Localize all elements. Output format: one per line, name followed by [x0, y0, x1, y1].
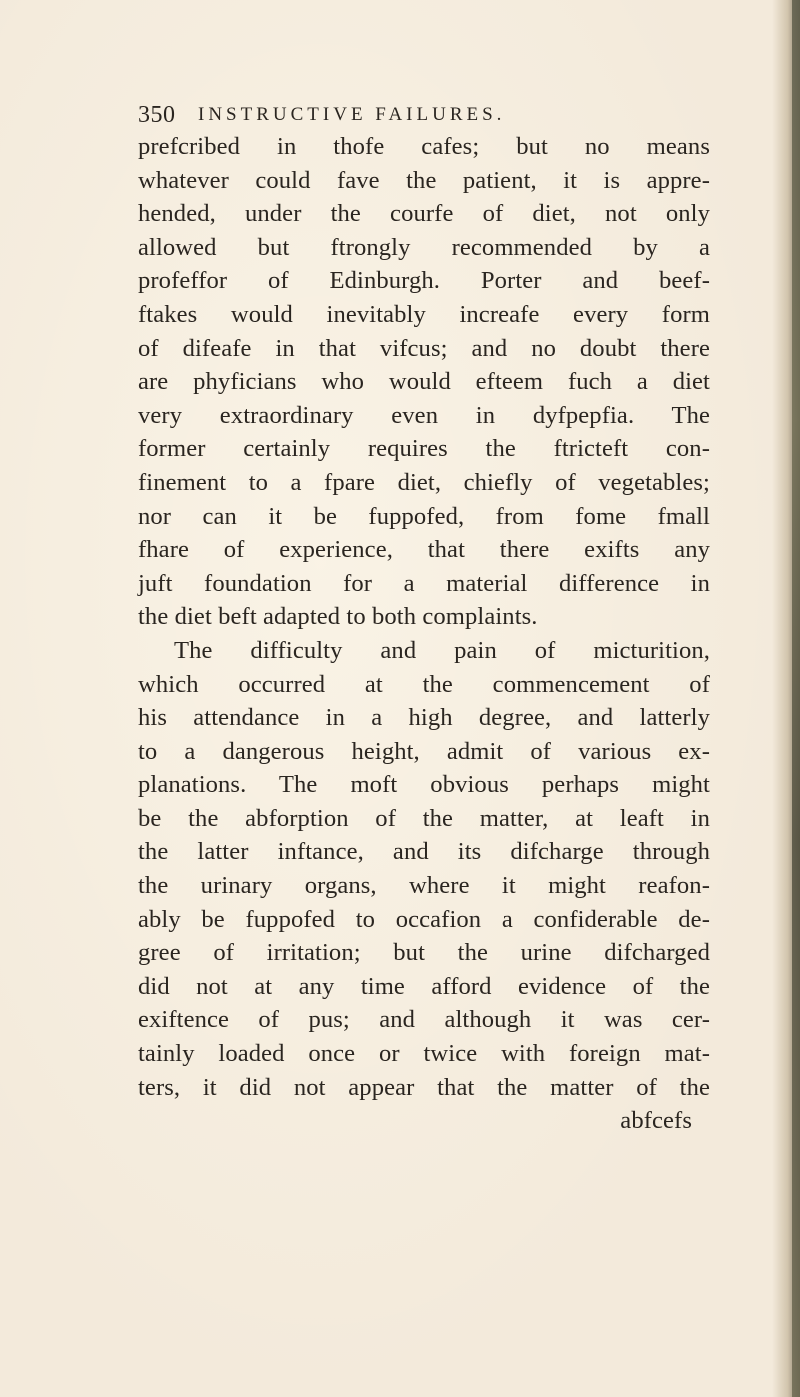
text-line: his attendance in a high degree, and latterly: [138, 704, 710, 732]
text-line: ters, it did not appear that the matter of the: [138, 1073, 710, 1101]
text-line: tainly loaded once or twice with foreign mat-: [138, 1040, 710, 1068]
catchword: abfcefs: [620, 1107, 692, 1135]
text-line: ftakes would inevitably increafe every form: [138, 300, 710, 328]
body-text: [138, 130, 710, 1138]
text-line: the urinary organs, where it might reafon-: [138, 872, 710, 900]
text-line: did not at any time afford evidence of the: [138, 972, 710, 1000]
text-line: whatever could fave the patient, it is appre-: [138, 166, 710, 194]
text-line: The difficulty and pain of micturition,: [174, 636, 710, 664]
binding-edge: [792, 0, 800, 1397]
text-line: finement to a fpare diet, chiefly of vegetables;: [138, 468, 710, 496]
text-line: prefcribed in thofe cafes; but no means: [138, 133, 710, 160]
text-line: are phyficians who would efteem fuch a diet: [138, 368, 710, 396]
text-line: of difeafe in that vifcus; and no doubt there: [138, 334, 710, 362]
text-line: juft foundation for a material difference in: [138, 569, 710, 597]
text-line: be the abforption of the matter, at leaft in: [138, 804, 710, 832]
text-line: exiftence of pus; and although it was cer-: [138, 1006, 710, 1034]
text-line: ably be fuppofed to occafion a confiderable de-: [138, 905, 710, 933]
text-line: which occurred at the commencement of: [138, 670, 710, 698]
text-line: hended, under the courfe of diet, not only: [138, 200, 710, 228]
text-line: very extraordinary even in dyfpepfia. The: [138, 401, 710, 429]
text-line: former certainly requires the ftricteft con-: [138, 435, 710, 463]
page-number: 350: [138, 102, 176, 128]
text-line: the diet beft adapted to both complaints.: [138, 603, 538, 631]
text-line: profeffor of Edinburgh. Porter and beef-: [138, 267, 710, 295]
text-line: nor can it be fuppofed, from fome fmall: [138, 502, 710, 530]
running-title: INSTRUCTIVE FAILURES.: [198, 104, 506, 125]
text-line: gree of irritation; but the urine difcharged: [138, 939, 710, 967]
text-line: the latter inftance, and its difcharge through: [138, 838, 710, 866]
text-line: fhare of experience, that there exifts any: [138, 536, 710, 564]
text-line: allowed but ftrongly recommended by a: [138, 233, 710, 261]
running-head: [138, 100, 698, 130]
text-line: to a dangerous height, admit of various ex-: [138, 737, 710, 765]
text-line: planations. The moft obvious perhaps might: [138, 771, 710, 799]
